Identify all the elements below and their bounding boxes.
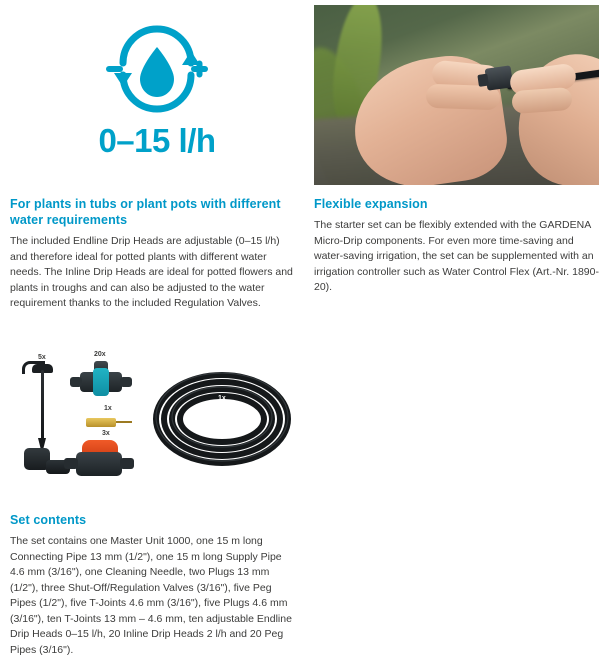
label-valve-quantity: 3x [102,430,110,437]
flow-rate-icon-group [82,19,232,174]
top-media-row [0,0,605,190]
right-section-body: The starter set can be flexibly extended with the GARDENA Micro-Drip components. For even more time-saving and water-saving irrigation, the set can be supplemented with an irrigation controller such as Water Control Flex (Art.-Nr. 1890-20). [314,219,599,294]
photo-right-finger-bottom [511,87,572,114]
left-section-body: The included Endline Drip Heads are adjustable (0–15 l/h) and therefore ideal for potted plants with different water needs. The Inline Drip Heads are ideal for potted flowers and plants in troughs and can also be adjusted to the water requirement thanks to the included Regulation Valves. [10,235,293,310]
regulation-valve-right-stub [120,458,134,469]
set-contents-text-block [10,512,298,658]
t-joint-left-stub [70,377,82,387]
flow-rate-badge-panel [10,5,295,185]
regulation-valve-body [76,452,122,476]
left-text-block [10,196,295,312]
left-section-title: For plants in tubs or plant pots with different water requirements [10,197,281,227]
flow-rate-value: 0–15 l/h [98,122,216,159]
cleaning-needle-pin [116,421,132,423]
label-needle-quantity: 1x [104,405,112,412]
set-contents-image [10,348,300,493]
supply-pipe-coil [150,370,295,468]
regulation-valve-left-stub [64,458,78,469]
set-contents-title: Set contents [10,513,87,527]
flow-rate-graphic [10,5,295,185]
cleaning-needle-body [86,418,116,427]
label-tjoint-quantity: 20x [94,351,106,358]
right-section-title: Flexible expansion [314,197,428,211]
drip-head-stem [41,370,44,440]
micro-drip-installation-photo [314,5,599,185]
set-contents-body: The set contains one Master Unit 1000, one 15 m long Connecting Pipe 13 mm (1/2"), one 15 m long Supply Pipe 4.6 mm (3/16"), one Cleaning Needle, two Plugs 13 mm (1/2"), three Shut-Off/Regulation Valves (3/16"), five Peg Pipes (1/2"), five T-Joints 4.6 mm (3/16"), five Plugs 4.6 mm (3/16"), ten T-Joints 13 mm – 4.6 mm, ten adjustable Endline Drip Heads 0–15 l/h, 20 Inline Drip Heads 2 l/h and 20 Peg Pipes (3/16"). [10,535,292,656]
t-joint-right-stub [120,377,132,387]
product-photo-panel [314,5,599,185]
water-drop-recycle-icon [82,19,232,129]
label-coil-quantity: 1x [218,395,226,402]
label-stake-quantity: 5x [38,354,46,361]
right-text-block [314,196,599,296]
t-joint-teal-ring [93,368,109,396]
photo-connector-fitting [485,65,514,90]
